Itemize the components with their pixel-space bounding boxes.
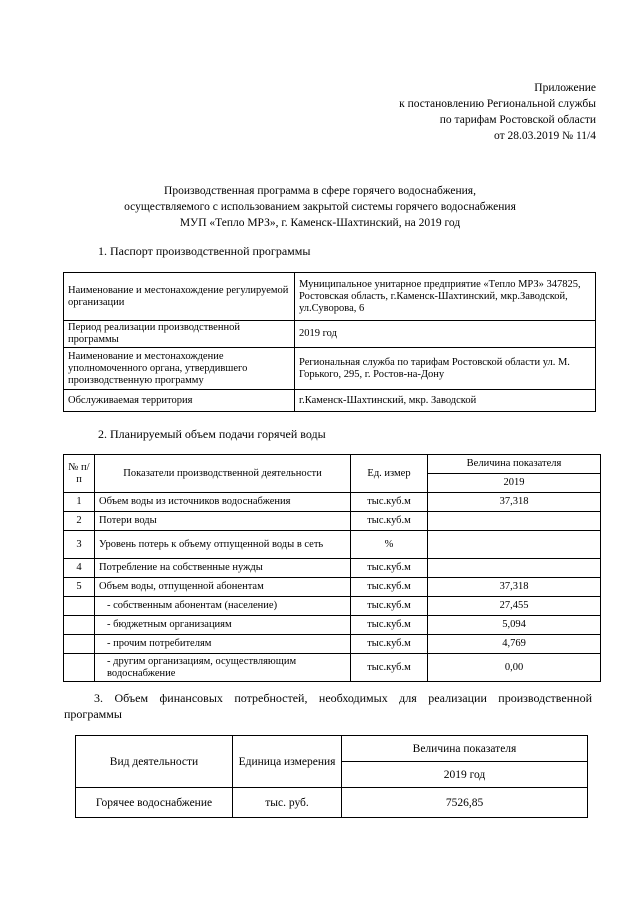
row-unit: тыс.куб.м (351, 654, 428, 682)
table-row (64, 597, 601, 616)
row-value: 37,318 (428, 578, 601, 597)
table-row (64, 321, 596, 348)
row-value: 7526,85 (342, 788, 588, 818)
table-row (64, 493, 601, 512)
row-name: - собственным абонентам (население) (95, 597, 351, 616)
row-unit: % (351, 531, 428, 559)
passport-label: Обслуживаемая территория (64, 390, 295, 412)
row-value: 4,769 (428, 635, 601, 654)
passport-value: г.Каменск-Шахтинский, мкр. Заводской (295, 390, 596, 412)
header-indicator: Показатели производственной деятельности (95, 455, 351, 493)
header-year: 2019 (428, 474, 601, 493)
row-num (64, 635, 95, 654)
table-row (64, 390, 596, 412)
header-unit: Ед. измер (351, 455, 428, 493)
appendix-line: Приложение (534, 82, 596, 94)
row-num: 3 (64, 531, 95, 559)
header-value: Величина показателя (428, 455, 601, 474)
header-num: № п/п (64, 455, 95, 493)
row-value: 0,00 (428, 654, 601, 682)
passport-label: Наименование и местонахождение уполномоченного органа, утвердившего производственную программу (64, 348, 295, 390)
row-name: Объем воды из источников водоснабжения (95, 493, 351, 512)
passport-value: 2019 год (295, 321, 596, 348)
row-unit: тыс.куб.м (351, 578, 428, 597)
water-volume-table (63, 454, 601, 682)
header-activity: Вид деятельности (76, 736, 233, 788)
table-row (64, 616, 601, 635)
row-num (64, 616, 95, 635)
table-row (64, 348, 596, 390)
passport-value: Региональная служба по тарифам Ростовской области ул. М. Горького, 295, г. Ростов-на-Дону (295, 348, 596, 390)
header-unit: Единица измерения (233, 736, 342, 788)
row-num: 5 (64, 578, 95, 597)
row-name: - другим организациям, осуществляющим водоснабжение (95, 654, 351, 682)
row-num: 2 (64, 512, 95, 531)
title-line: Производственная программа в сфере горячего водоснабжения, (164, 185, 476, 197)
table-row (64, 578, 601, 597)
finance-table (75, 735, 588, 818)
row-unit: тыс.куб.м (351, 616, 428, 635)
passport-label: Период реализации производственной программы (64, 321, 295, 348)
table-row (64, 531, 601, 559)
table-row (64, 654, 601, 682)
row-value (428, 512, 601, 531)
table-row (64, 273, 596, 321)
row-unit: тыс.куб.м (351, 559, 428, 578)
row-unit: тыс.куб.м (351, 597, 428, 616)
table-row (76, 788, 588, 818)
appendix-line: от 28.03.2019 № 11/4 (494, 130, 596, 142)
row-value (428, 531, 601, 559)
row-activity: Горячее водоснабжение (76, 788, 233, 818)
header-year: 2019 год (342, 762, 588, 788)
row-name: Уровень потерь к объему отпущенной воды в сеть (95, 531, 351, 559)
title-line: МУП «Тепло МРЗ», г. Каменск-Шахтинский, на 2019 год (179, 217, 461, 229)
appendix-line: по тарифам Ростовской области (439, 114, 596, 126)
row-value: 5,094 (428, 616, 601, 635)
passport-value: Муниципальное унитарное предприятие «Тепло МРЗ» 347825, Ростовская область, г.Каменск-Шахтинский, мкр.Заводской, ул.Суворова, 6 (295, 273, 596, 321)
row-unit: тыс. руб. (233, 788, 342, 818)
table-header-row (64, 455, 601, 474)
table-row (64, 559, 601, 578)
row-unit: тыс.куб.м (351, 512, 428, 531)
table-row (64, 512, 601, 531)
section3-heading: 3. Объем финансовых потребностей, необходимых для реализации производственной программы (64, 691, 592, 721)
passport-label: Наименование и местонахождение регулируемой организации (64, 273, 295, 321)
title-line: осуществляемого с использованием закрытой системы горячего водоснабжения (124, 201, 516, 213)
row-value: 37,318 (428, 493, 601, 512)
row-unit: тыс.куб.м (351, 493, 428, 512)
row-num (64, 597, 95, 616)
row-name: Потери воды (95, 512, 351, 531)
row-unit: тыс.куб.м (351, 635, 428, 654)
row-name: Потребление на собственные нужды (95, 559, 351, 578)
section2-heading: 2. Планируемый объем подачи горячей воды (98, 427, 326, 441)
row-num (64, 654, 95, 682)
header-value: Величина показателя (342, 736, 588, 762)
row-name: - прочим потребителям (95, 635, 351, 654)
row-num: 4 (64, 559, 95, 578)
appendix-header (399, 80, 596, 144)
document-title (60, 183, 580, 231)
row-num: 1 (64, 493, 95, 512)
appendix-line: к постановлению Региональной службы (399, 98, 596, 110)
row-name: - бюджетным организациям (95, 616, 351, 635)
table-header-row (76, 736, 588, 762)
table-row (64, 635, 601, 654)
section1-heading: 1. Паспорт производственной программы (98, 244, 311, 258)
row-name: Объем воды, отпущенной абонентам (95, 578, 351, 597)
row-value: 27,455 (428, 597, 601, 616)
passport-table (63, 272, 596, 412)
row-value (428, 559, 601, 578)
